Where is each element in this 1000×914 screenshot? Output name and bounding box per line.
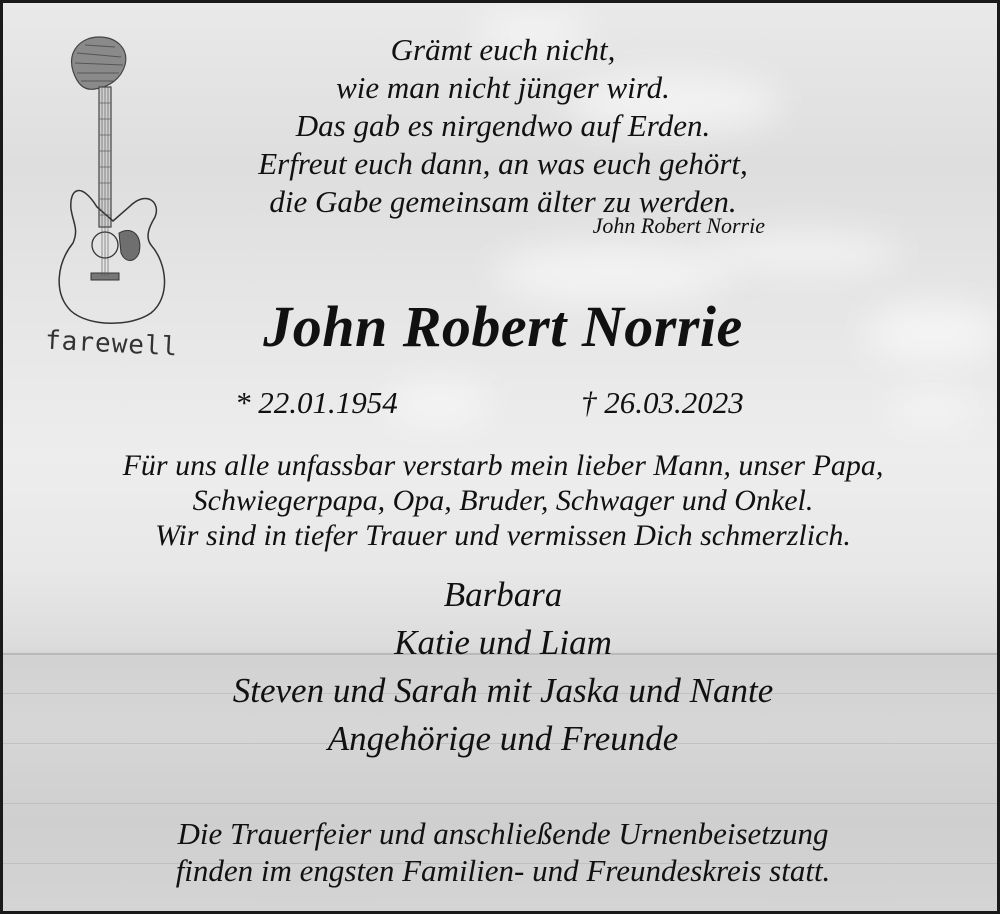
- cloud: [703, 233, 903, 273]
- funeral-line: finden im engsten Familien- und Freundeskreis statt.: [175, 853, 831, 888]
- message-line: Für uns alle unfassbar verstarb mein lieber Mann, unser Papa,: [122, 449, 884, 482]
- poem-line: die Gabe gemeinsam älter zu werden.: [269, 184, 737, 219]
- guitar-icon: [51, 31, 181, 331]
- death-date: † 26.03.2023: [581, 385, 744, 420]
- mourner: Angehörige und Freunde: [327, 719, 679, 758]
- mourner: Steven und Sarah mit Jaska und Nante: [232, 671, 774, 710]
- farewell-caption: farewell: [44, 325, 179, 363]
- message-line: Wir sind in tiefer Trauer und vermissen Dich schmerzlich.: [155, 519, 851, 552]
- funeral-notice: [3, 815, 1000, 889]
- poem-author: John Robert Norrie: [592, 213, 765, 238]
- poem-line: Grämt euch nicht,: [390, 32, 616, 67]
- mourner: Barbara: [443, 575, 563, 614]
- cloud: [883, 393, 983, 423]
- poem: [183, 31, 823, 221]
- message-line: Schwiegerpapa, Opa, Bruder, Schwager und Onkel.: [192, 484, 814, 517]
- obituary-message: [13, 448, 993, 553]
- mourner: Katie und Liam: [394, 623, 612, 662]
- poem-line: Das gab es nirgendwo auf Erden.: [295, 108, 711, 143]
- deceased-name: John Robert Norrie: [263, 294, 743, 359]
- birth-date: * 22.01.1954: [235, 385, 398, 420]
- mourners-list: [3, 571, 1000, 763]
- poem-line: wie man nicht jünger wird.: [336, 70, 670, 105]
- poem-line: Erfreut euch dann, an was euch gehört,: [258, 146, 748, 181]
- funeral-line: Die Trauerfeier und anschließende Urnenbeisetzung: [177, 816, 829, 851]
- sea-line: [3, 803, 997, 804]
- cloud: [383, 383, 493, 423]
